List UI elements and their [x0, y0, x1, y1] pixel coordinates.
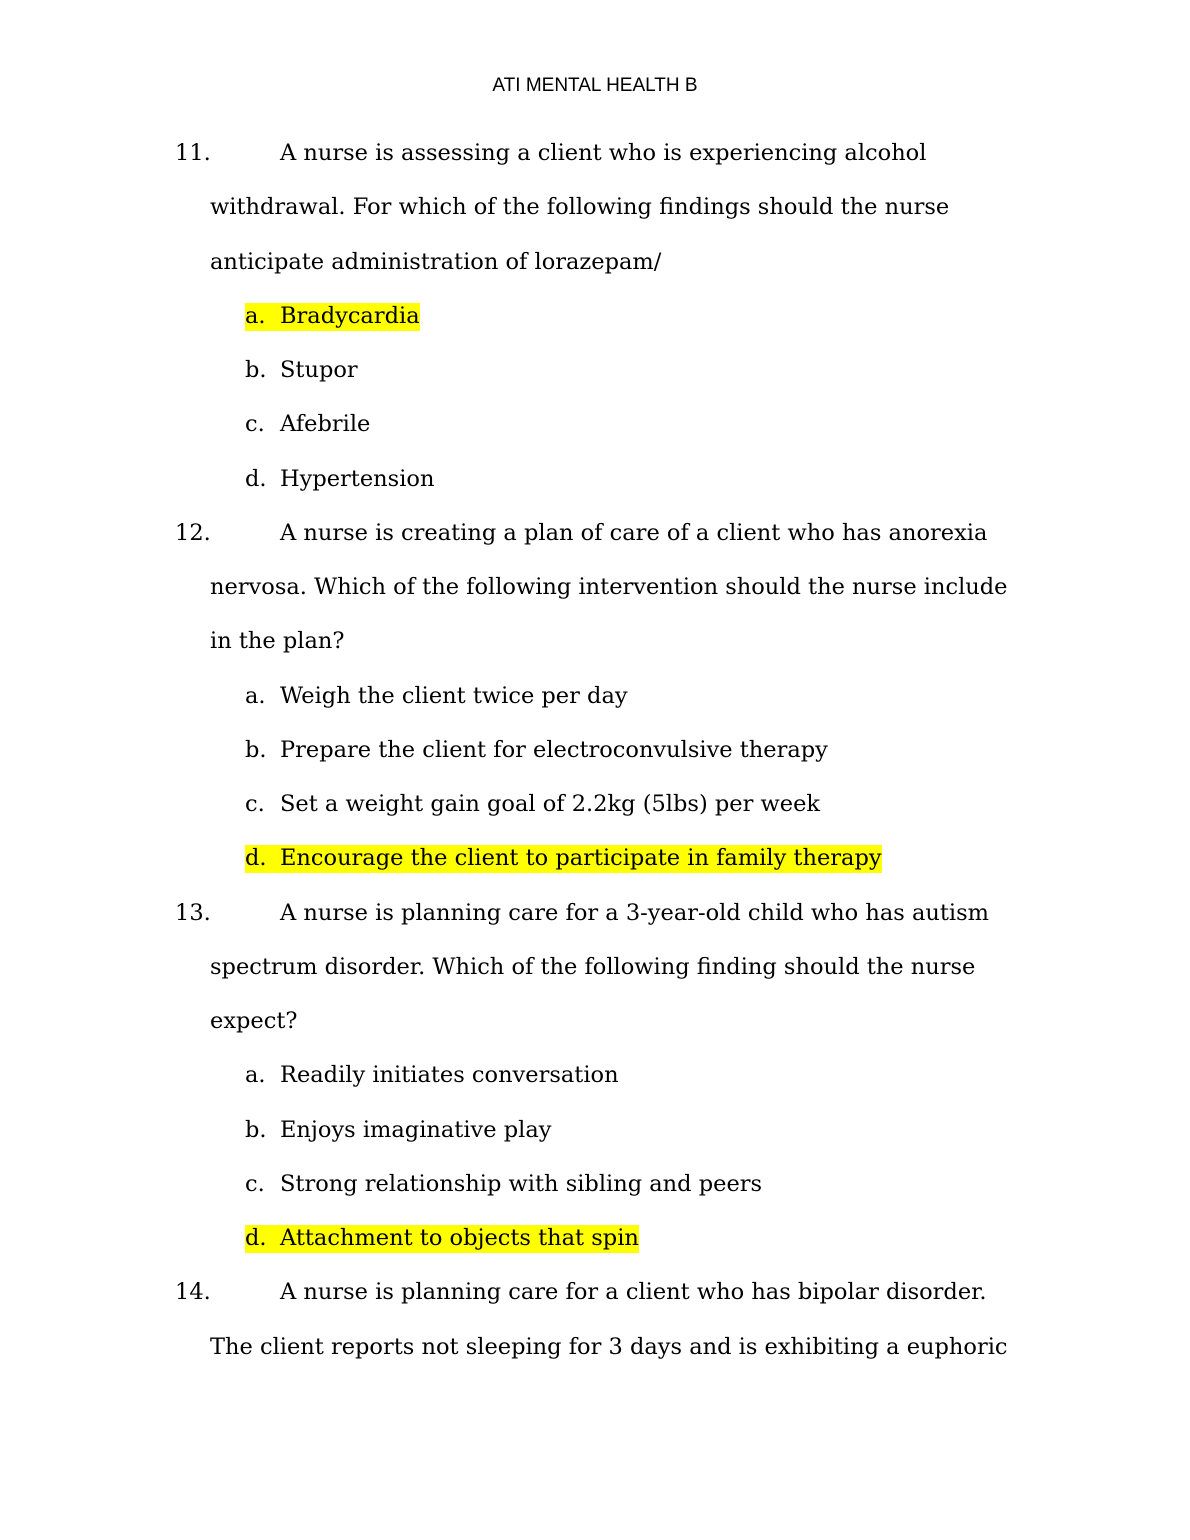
option-letter: c.: [245, 411, 265, 438]
option-letter: c.: [245, 791, 265, 817]
option-text: Strong relationship with sibling and peers: [280, 1170, 763, 1197]
question-stem-line: [0, 180, 1190, 234]
question-stem-line: [0, 614, 1190, 668]
option-letter: d.: [245, 1225, 267, 1251]
answer-option: [0, 343, 1190, 397]
question-number: 11.: [175, 140, 211, 166]
question-stem-line: [0, 994, 1190, 1048]
option-letter: a.: [245, 682, 266, 709]
option-text: Readily initiates conversation: [280, 1062, 619, 1089]
question-text: A nurse is assessing a client who is experiencing alcohol: [280, 140, 927, 166]
answer-option: [0, 669, 1190, 723]
question-text: A nurse is creating a plan of care of a client who has anorexia: [280, 519, 988, 546]
option-text: Stupor: [280, 357, 358, 383]
answer-option: [0, 723, 1190, 777]
option-text: Enjoys imaginative play: [280, 1116, 552, 1143]
option-text: Weigh the client twice per day: [280, 682, 628, 709]
question-stem-line: [0, 506, 1190, 560]
question-stem-line: [0, 235, 1190, 289]
option-text: Prepare the client for electroconvulsive therapy: [280, 736, 828, 763]
question-stem-line: [0, 1265, 1190, 1319]
answer-option: [0, 777, 1190, 831]
question-text: expect?: [210, 1008, 298, 1034]
answer-option: [0, 1103, 1190, 1157]
option-letter: b.: [245, 357, 267, 383]
question-text: in the plan?: [210, 628, 345, 655]
option-letter: b.: [245, 736, 267, 763]
question-stem-line: [0, 940, 1190, 994]
option-letter: d.: [245, 465, 267, 492]
answer-option-highlighted: [0, 289, 1190, 343]
question-text: nervosa. Which of the following intervention should the nurse include: [210, 574, 1008, 600]
option-letter: b.: [245, 1116, 267, 1143]
question-stem-line: [0, 1320, 1190, 1374]
answer-option: [0, 1157, 1190, 1211]
option-text: Set a weight gain goal of 2.2kg (5lbs) per week: [280, 791, 821, 817]
question-number: 13.: [175, 899, 211, 926]
question-stem-line: [0, 886, 1190, 940]
option-letter: c.: [245, 1170, 265, 1197]
page-header: ATI MENTAL HEALTH B: [492, 75, 698, 96]
question-number: 14.: [175, 1279, 211, 1306]
option-text: Attachment to objects that spin: [280, 1225, 639, 1251]
question-text: A nurse is planning care for a 3-year-old child who has autism: [280, 899, 990, 926]
option-letter: a.: [245, 302, 266, 329]
option-letter: d.: [245, 845, 267, 872]
option-text: Bradycardia: [280, 302, 420, 329]
option-text: Hypertension: [280, 465, 435, 492]
option-text: Encourage the client to participate in family therapy: [280, 845, 882, 872]
question-number: 12.: [175, 519, 211, 546]
answer-option: [0, 452, 1190, 506]
question-text: withdrawal. For which of the following findings should the nurse: [210, 194, 950, 221]
question-text: The client reports not sleeping for 3 days and is exhibiting a euphoric: [210, 1333, 1008, 1360]
question-text: anticipate administration of lorazepam/: [210, 248, 662, 275]
question-stem-line: [0, 560, 1190, 614]
answer-option: [0, 1048, 1190, 1102]
option-text: Afebrile: [280, 411, 371, 438]
question-stem-line: [0, 126, 1190, 180]
answer-option-highlighted: [0, 1211, 1190, 1265]
option-letter: a.: [245, 1062, 266, 1089]
answer-option-highlighted: [0, 831, 1190, 885]
question-text: A nurse is planning care for a client who has bipolar disorder.: [280, 1279, 987, 1306]
question-text: spectrum disorder. Which of the following finding should the nurse: [210, 953, 976, 980]
answer-option: [0, 397, 1190, 451]
